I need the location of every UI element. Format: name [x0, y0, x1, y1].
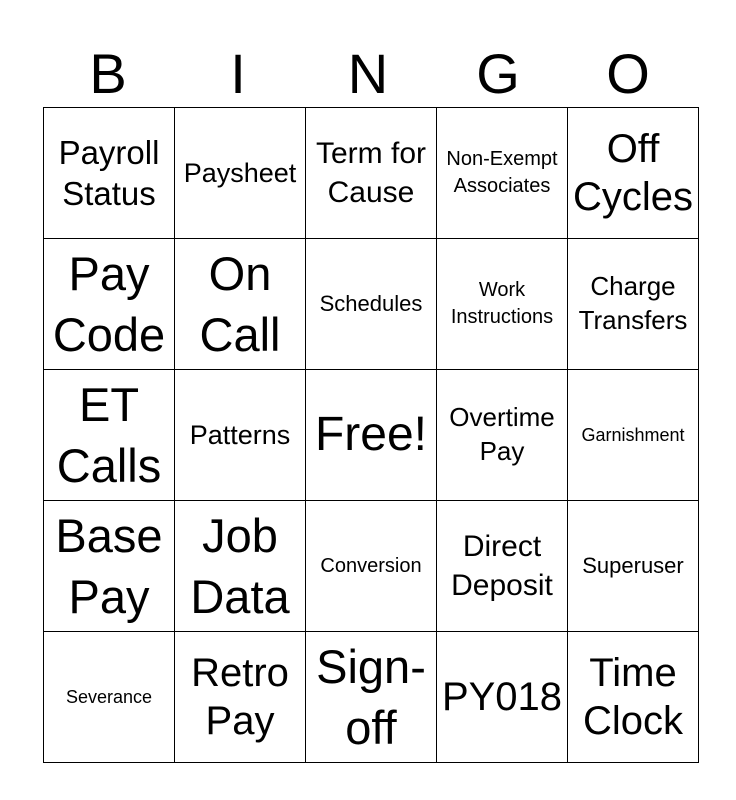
header-letter-n: N [347, 42, 389, 105]
bingo-cell[interactable] [306, 370, 437, 501]
cell-label: PY018 [441, 675, 563, 719]
board-row [44, 239, 699, 370]
cell-label: Superuser [582, 553, 684, 579]
bingo-cell[interactable] [568, 108, 699, 239]
bingo-cell[interactable] [175, 370, 306, 501]
cell-label: Work Instructions [450, 279, 554, 328]
bingo-cell[interactable] [306, 632, 437, 763]
bingo-cell[interactable] [306, 108, 437, 239]
cell-label: On Call [199, 246, 281, 361]
bingo-cell[interactable] [568, 501, 699, 632]
cell-label: Job Data [190, 508, 290, 623]
cell-label: Overtime Pay [449, 402, 555, 466]
bingo-cell[interactable] [44, 108, 175, 239]
bingo-cell[interactable] [175, 108, 306, 239]
board-row [44, 108, 699, 239]
bingo-cell[interactable] [44, 632, 175, 763]
bingo-cell[interactable] [437, 632, 568, 763]
bingo-cell[interactable] [306, 501, 437, 632]
header-letter-g: G [476, 42, 520, 105]
board-row [44, 632, 699, 763]
bingo-cell[interactable] [175, 632, 306, 763]
bingo-cell[interactable] [437, 239, 568, 370]
cell-label: Payroll Status [58, 133, 160, 212]
header-letter-b: B [89, 42, 127, 105]
cell-label: Free! [314, 408, 428, 461]
cell-label: Time Clock [582, 651, 684, 743]
bingo-cell[interactable] [306, 239, 437, 370]
cell-label: Sign-off [316, 639, 426, 754]
header-letter-o: O [606, 42, 650, 105]
bingo-cell[interactable] [437, 370, 568, 501]
cell-label: ET Calls [56, 377, 162, 492]
bingo-board [43, 107, 699, 763]
bingo-cell[interactable] [44, 370, 175, 501]
cell-label: Garnishment [581, 424, 685, 445]
cell-label: Paysheet [183, 157, 297, 188]
cell-label: Term for Cause [315, 137, 426, 209]
bingo-header [43, 40, 693, 108]
bingo-cell[interactable] [568, 239, 699, 370]
bingo-cell[interactable] [44, 501, 175, 632]
bingo-cell[interactable] [568, 632, 699, 763]
cell-label: Base Pay [55, 508, 163, 623]
header-letter-i: I [230, 42, 246, 105]
cell-label: Patterns [189, 419, 291, 450]
bingo-cell[interactable] [437, 108, 568, 239]
bingo-cell[interactable] [568, 370, 699, 501]
cell-label: Off Cycles [572, 127, 694, 219]
bingo-cell[interactable] [175, 239, 306, 370]
bingo-cell[interactable] [175, 501, 306, 632]
cell-label: Non-Exempt Associates [446, 148, 558, 197]
cell-label: Charge Transfers [578, 271, 688, 335]
bingo-cell[interactable] [44, 239, 175, 370]
cell-label: Pay Code [52, 246, 166, 361]
cell-label: Conversion [320, 554, 422, 577]
cell-label: Schedules [319, 291, 423, 317]
cell-label: Direct Deposit [451, 530, 553, 602]
cell-label: Retro Pay [191, 651, 289, 743]
bingo-cell[interactable] [437, 501, 568, 632]
cell-label: Severance [65, 686, 153, 707]
board-row [44, 370, 699, 501]
board-row [44, 501, 699, 632]
